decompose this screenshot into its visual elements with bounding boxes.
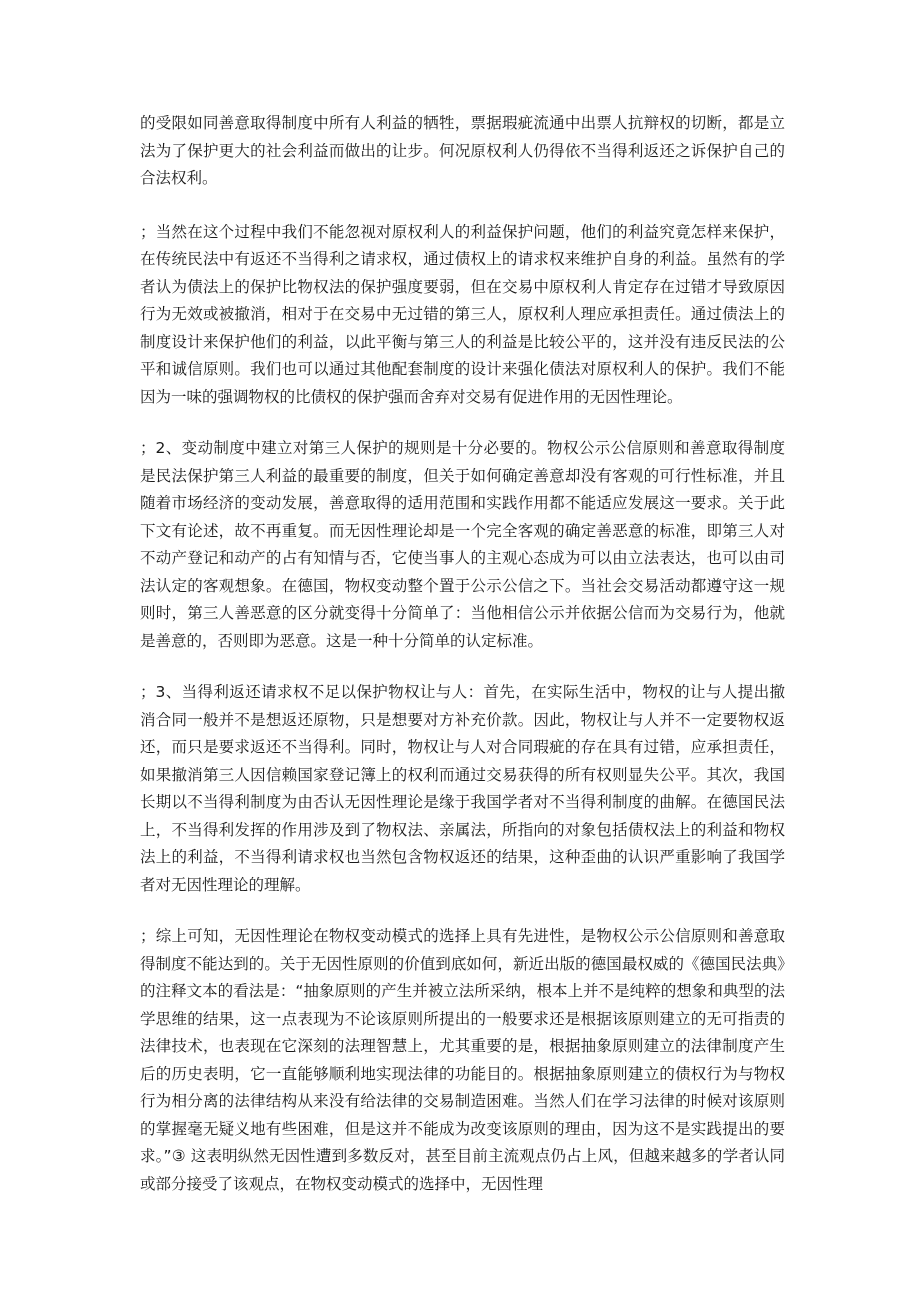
document-body [140,110,785,1222]
paragraph-1: 的受限如同善意取得制度中所有人利益的牺牲，票据瑕疵流通中出票人抗辩权的切断，都是立法为了保护更大的社会利益而做出的让步。何况原权利人仍得依不当得利返还之诉保护自己的合法权利。 [140,114,785,187]
paragraph-3: ；2、变动制度中建立对第三人保护的规则是十分必要的。物权公示公信原则和善意取得制度是民法保护第三人利益的最重要的制度，但关于如何确定善意却没有客观的可行性标准，并且随着市场经济的变动发展，善意取得的适用范围和实践作用都不能适应发展这一要求。关于此下文有论述，故不再重复。而无因性理论却是一个完全客观的确定善恶意的标准，即第三人对不动产登记和动产的占有知情与否，它使当事人的主观心态成为可以由立法表达，也可以由司法认定的客观想象。在德国，物权变动整个置于公示公信之下。当社会交易活动都遵守这一规则时，第三人善恶意的区分就变得十分简单了：当他相信公示并依据公信而为交易行为，他就是善意的，否则即为恶意。这是一种十分简单的认定标准。 [140,439,785,650]
paragraph-5: ；综上可知，无因性理论在物权变动模式的选择上具有先进性，是物权公示公信原则和善意取得制度不能达到的。关于无因性原则的价值到底如何，新近出版的德国最权威的《德国民法典》的注释文本的看法是：“抽象原则的产生并被立法所采纳，根本上并不是纯粹的想象和典型的法学思维的结果，这一点表现为不论该原则所提出的一般要求还是根据该原则建立的无可指责的法律技术，也表现在它深刻的法理智慧上，尤其重要的是，根据抽象原则建立的法律制度产生后的历史表明，它一直能够顺利地实现法律的功能目的。根据抽象原则建立的债权行为与物权行为相分离的法律结构从来没有给法律的交易制造困难。当然人们在学习法律的时候对该原则的掌握毫无疑义地有些困难，但是这并不能成为改变该原则的理由，因为这不是实践提出的要求。”③ 这表明纵然无因性遭到多数反对，甚至目前主流观点仍占上风，但越来越多的学者认同或部分接受了该观点，在物权变动模式的选择中，无因性理 [140,927,785,1193]
paragraph-2: ；当然在这个过程中我们不能忽视对原权利人的利益保护问题，他们的利益究竟怎样来保护，在传统民法中有返还不当得利之请求权，通过债权上的请求权来维护自身的利益。虽然有的学者认为债法上的保护比物权法的保护强度要弱，但在交易中原权利人肯定存在过错才导致原因行为无效或被撤消，相对于在交易中无过错的第三人，原权利人理应承担责任。通过债法上的制度设计来保护他们的利益，以此平衡与第三人的利益是比较公平的，这并没有违反民法的公平和诚信原则。我们也可以通过其他配套制度的设计来强化债法对原权利人的保护。我们不能因为一味的强调物权的比债权的保护强而舍弃对交易有促进作用的无因性理论。 [140,222,785,406]
paragraph-4: ；3、当得利返还请求权不足以保护物权让与人：首先，在实际生活中，物权的让与人提出撤消合同一般并不是想返还原物，只是想要对方补充价款。因此，物权让与人并不一定要物权返还，而只是要求返还不当得利。同时，物权让与人对合同瑕疵的存在具有过错，应承担责任，如果撤消第三人因信赖国家登记簿上的权利而通过交易获得的所有权则显失公平。其次，我国长期以不当得利制度为由否认无因性理论是缘于我国学者对不当得利制度的曲解。在德国民法上，不当得利发挥的作用涉及到了物权法、亲属法，所指向的对象包括债权法上的利益和物权法上的利益，不当得利请求权也当然包含物权返还的结果，这种歪曲的认识严重影响了我国学者对无因性理论的理解。 [140,683,785,894]
